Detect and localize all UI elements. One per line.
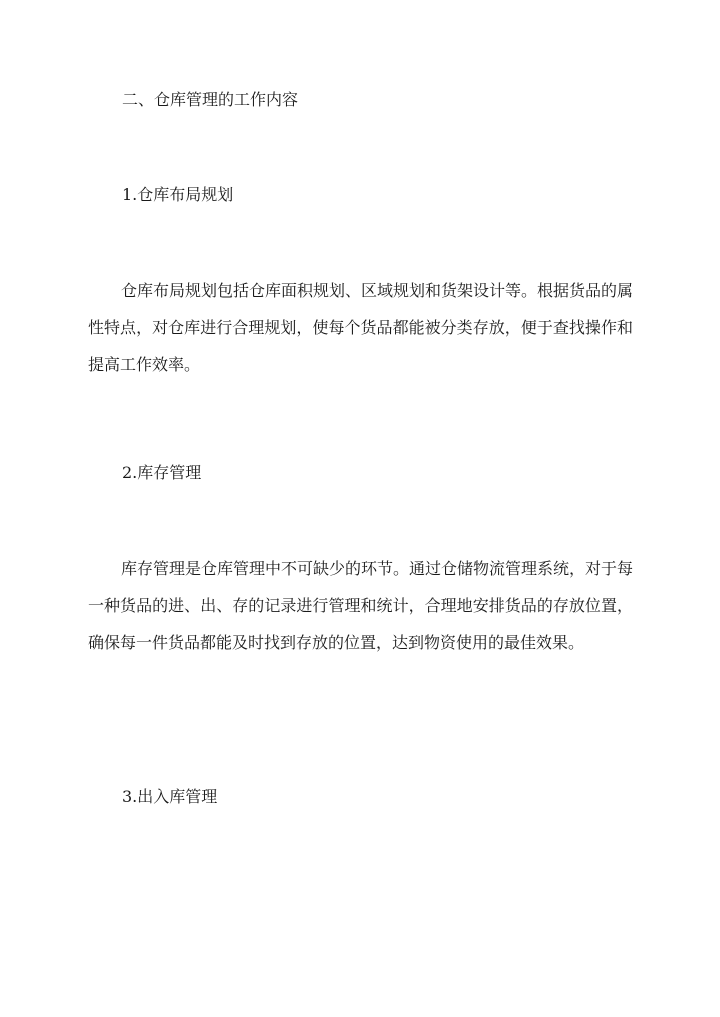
subsection-heading-inout: 3.出入库管理 — [122, 787, 218, 806]
section-heading: 二、仓库管理的工作内容 — [122, 90, 299, 109]
paragraph-layout: 仓库布局规划包括仓库面积规划、区域规划和货架设计等。根据货品的属性特点，对仓库进行合理规划，使每个货品都能被分类存放，便于查找操作和提高工作效率。 — [88, 281, 634, 374]
subsection-heading-inventory: 2.库存管理 — [122, 463, 202, 482]
paragraph-inventory: 库存管理是仓库管理中不可缺少的环节。通过仓储物流管理系统，对于每一种货品的进、出、存的记录进行管理和统计，合理地安排货品的存放位置，确保每一件货品都能及时找到存放的位置，达到物资使用的最佳效果。 — [88, 559, 634, 652]
subsection-heading-layout: 1.仓库布局规划 — [122, 185, 234, 204]
